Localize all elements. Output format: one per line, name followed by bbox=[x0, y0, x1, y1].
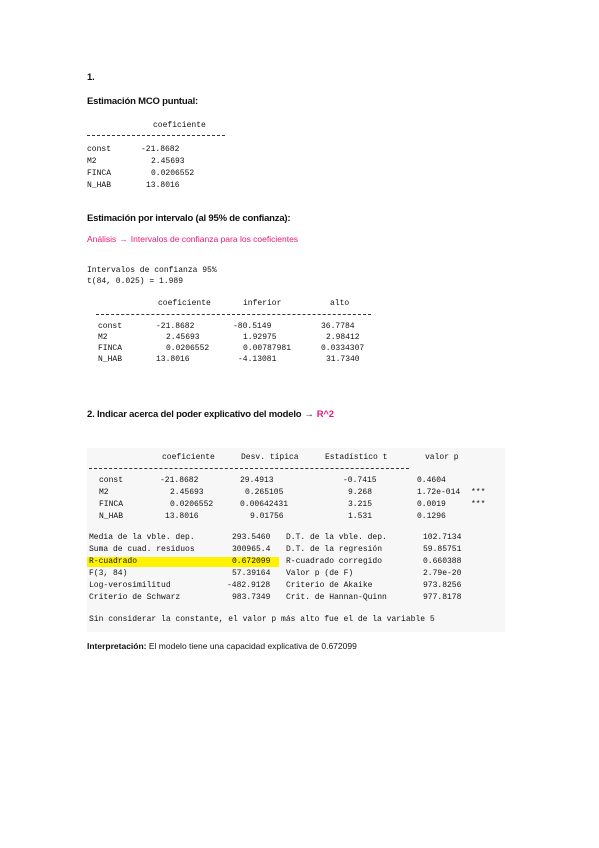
reg-cell: 0.265105 bbox=[245, 488, 284, 497]
ci-cell: N_HAB bbox=[98, 355, 123, 364]
stat-value: 102.7134 bbox=[423, 533, 462, 542]
stat-value: 2.79e-20 bbox=[423, 569, 462, 578]
ols-header: coeficiente bbox=[153, 121, 206, 130]
regression-note: Sin considerar la constante, el valor p más alto fue el de la variable 5 bbox=[89, 615, 435, 624]
section2-title bbox=[87, 409, 334, 420]
stat-value: -482.9128 bbox=[227, 581, 271, 590]
stat-value: 983.7349 bbox=[232, 593, 271, 602]
ci-header: alto bbox=[330, 299, 350, 308]
stat-value: 59.85751 bbox=[423, 545, 462, 554]
interpretation-label: Interpretación: bbox=[87, 641, 147, 651]
ci-cell: 2.98412 bbox=[326, 333, 360, 342]
ols-row-var: FINCA bbox=[87, 169, 112, 178]
ci-cell: 0.0334307 bbox=[321, 344, 365, 353]
stat-label: D.T. de la regresión bbox=[286, 545, 383, 554]
stat-label: Valor p (de F) bbox=[286, 569, 354, 578]
reg-stars: *** bbox=[471, 500, 486, 509]
stat-label: Log-verosimilitud bbox=[89, 581, 171, 590]
reg-cell: 0.0206552 bbox=[170, 500, 214, 509]
stat-label: Crit. de Hannan-Quinn bbox=[286, 593, 387, 602]
reg-cell: const bbox=[99, 476, 124, 485]
r-squared-label: R-cuadrado bbox=[89, 557, 138, 566]
reg-cell: 9.268 bbox=[348, 488, 373, 497]
ci-cell: -21.8682 bbox=[156, 322, 195, 331]
ci-header: inferior bbox=[243, 299, 282, 308]
stat-value: 57.39164 bbox=[232, 569, 271, 578]
stat-label: D.T. de la vble. dep. bbox=[286, 533, 387, 542]
stat-value: 293.5460 bbox=[232, 533, 271, 542]
ci-divider bbox=[96, 314, 371, 315]
reg-cell: M2 bbox=[99, 488, 109, 497]
section-number: 1. bbox=[87, 72, 95, 83]
ols-row-coef: 2.45693 bbox=[151, 157, 185, 166]
reg-header: Estadístico t bbox=[325, 453, 388, 462]
reg-cell: 1.72e-014 bbox=[417, 488, 461, 497]
ols-table bbox=[87, 118, 237, 193]
reg-cell: 0.00642431 bbox=[240, 500, 289, 509]
stat-label: Media de la vble. dep. bbox=[89, 533, 195, 542]
reg-header: valor p bbox=[425, 453, 459, 462]
reg-cell: 2.45693 bbox=[170, 488, 204, 497]
menu-path bbox=[87, 234, 298, 244]
ci-cell: M2 bbox=[98, 333, 108, 342]
reg-stars: *** bbox=[471, 488, 486, 497]
ols-row-coef: 0.0206552 bbox=[151, 169, 195, 178]
reg-cell: 0.4604 bbox=[417, 476, 446, 485]
reg-cell: -0.7415 bbox=[343, 476, 377, 485]
regression-output bbox=[87, 448, 505, 632]
reg-header: Desv. típica bbox=[241, 453, 299, 462]
reg-cell: 29.4913 bbox=[240, 476, 274, 485]
r-squared-value: 0.672099 bbox=[232, 557, 271, 566]
stat-value: 300965.4 bbox=[232, 545, 271, 554]
stat-label: Criterio de Akaike bbox=[286, 581, 373, 590]
stat-label: Suma de cuad. residuos bbox=[89, 545, 195, 554]
ci-cell: -4.13081 bbox=[238, 355, 277, 364]
reg-cell: 1.531 bbox=[348, 512, 373, 521]
ols-row-coef: 13.8016 bbox=[146, 181, 180, 190]
ci-cell: 0.00787981 bbox=[243, 344, 292, 353]
reg-cell: -21.8682 bbox=[160, 476, 199, 485]
reg-cell: FINCA bbox=[99, 500, 124, 509]
ci-cell: 36.7784 bbox=[321, 322, 355, 331]
stat-value: 0.660388 bbox=[423, 557, 462, 566]
section2-title-text: 2. Indicar acerca del poder explicativo del modelo bbox=[87, 409, 302, 420]
ci-cell: 0.0206552 bbox=[166, 344, 210, 353]
menu-path-part2: Intervalos de confianza para los coeficientes bbox=[130, 234, 299, 244]
reg-cell: 0.1296 bbox=[417, 512, 446, 521]
ci-line2: t(84, 0.025) = 1.989 bbox=[87, 277, 184, 286]
menu-path-part1: Análisis bbox=[87, 234, 117, 244]
reg-cell: 13.8016 bbox=[165, 512, 199, 521]
ci-cell: 2.45693 bbox=[166, 333, 200, 342]
ols-row-var: M2 bbox=[87, 157, 97, 166]
stat-label: F(3, 84) bbox=[89, 569, 128, 578]
stat-value: 977.8178 bbox=[423, 593, 462, 602]
interpretation-text: El modelo tiene una capacidad explicativa de 0.672099 bbox=[146, 641, 357, 651]
stat-label: Criterio de Schwarz bbox=[89, 593, 181, 602]
ci-cell: 13.8016 bbox=[156, 355, 190, 364]
arrow-right-icon: → bbox=[304, 409, 314, 420]
reg-cell: 3.215 bbox=[348, 500, 373, 509]
section2-title-target: R^2 bbox=[316, 409, 334, 420]
interval-title: Estimación por intervalo (al 95% de confianza): bbox=[87, 213, 291, 224]
ci-cell: 1.92975 bbox=[243, 333, 277, 342]
reg-cell: 0.0019 bbox=[417, 500, 446, 509]
ols-row-var: const bbox=[87, 145, 112, 154]
ols-title: Estimación MCO puntual: bbox=[87, 96, 198, 107]
reg-header: coeficiente bbox=[162, 453, 215, 462]
reg-divider bbox=[89, 468, 409, 469]
stat-value: 973.8256 bbox=[423, 581, 462, 590]
stat-label: R-cuadrado corregido bbox=[286, 557, 383, 566]
ols-row-var: N_HAB bbox=[87, 181, 112, 190]
ci-cell: const bbox=[98, 322, 123, 331]
ols-divider bbox=[87, 135, 225, 136]
ci-header: coeficiente bbox=[158, 299, 211, 308]
ci-cell: FINCA bbox=[98, 344, 123, 353]
ols-row-coef: -21.8682 bbox=[141, 145, 180, 154]
ci-cell: 31.7340 bbox=[326, 355, 360, 364]
ci-line1: Intervalos de confianza 95% bbox=[87, 266, 217, 275]
arrow-right-icon: → bbox=[119, 234, 128, 244]
ci-cell: -80.5149 bbox=[233, 322, 272, 331]
interpretation bbox=[87, 641, 357, 651]
ci-table bbox=[87, 263, 387, 373]
reg-cell: 9.01756 bbox=[250, 512, 284, 521]
reg-cell: N_HAB bbox=[99, 512, 124, 521]
